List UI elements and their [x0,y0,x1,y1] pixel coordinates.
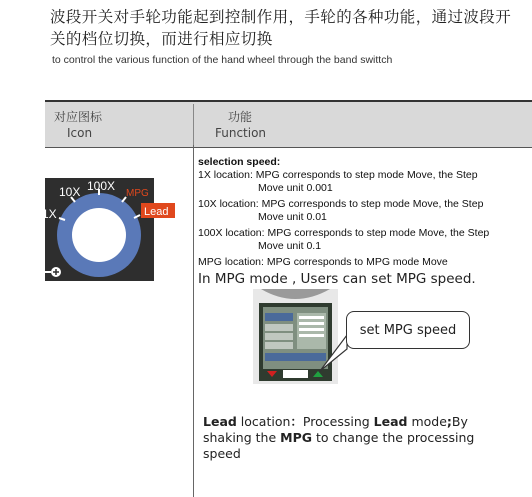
header-function-en: Function [215,126,267,140]
header-divider [193,104,194,147]
table-header [45,100,532,148]
callout-set-mpg-speed: set MPG speed [346,311,470,349]
mpg-mode-text: In MPG mode , Users can set MPG speed. [198,271,476,287]
selection-speed-list [198,169,489,269]
column-divider [193,145,194,497]
lead-description: Lead location：Processing Lead mode;By shaking the MPG to change the processing speed [203,414,475,461]
page-subtitle: to control the various function of the hand wheel through the band swittch [52,54,393,66]
line-mpg: MPG location: MPG corresponds to MPG mode Move [198,256,448,268]
line-1x: 1X location: MPG corresponds to step mode Move, the Step [198,169,478,181]
band-switch-knob-icon [42,178,169,281]
knob-center [72,208,126,262]
label-lead: Lead [144,206,169,218]
label-1x: 1X [42,207,57,221]
header-icon-column [54,109,102,141]
line-100x-unit: Move unit 0.1 [258,240,322,252]
label-100x: 100X [87,179,116,193]
page-title: 波段开关对手轮功能起到控制作用，手轮的各种功能，通过波段开关的档位切换，而进行相应切换 [50,8,512,48]
line-10x-unit: Move unit 0.01 [258,211,327,223]
line-10x: 10X location: MPG corresponds to step mode Move, the Step [198,198,484,210]
label-mpg: MPG [126,188,149,199]
header-function-column [215,109,266,141]
selection-speed-title: selection speed: [198,156,281,168]
header-function-cn: 功能 [228,110,253,124]
label-10x: 10X [59,185,81,199]
line-100x: 100X location: MPG corresponds to step mode Move, the Step [198,227,490,239]
header-icon-cn: 对应图标 [54,110,103,124]
line-1x-unit: Move unit 0.001 [258,182,333,194]
header-icon-en: Icon [67,126,93,140]
